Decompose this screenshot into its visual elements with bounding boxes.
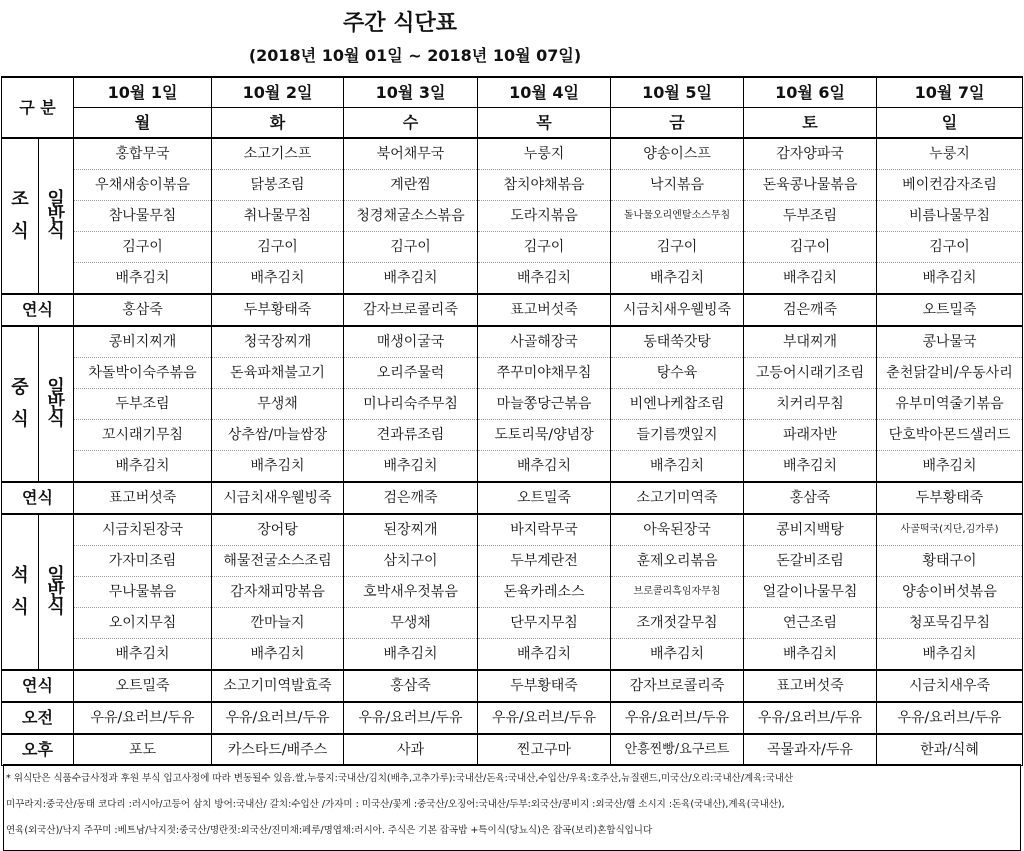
porridge-item: 시금치새우죽: [877, 670, 1023, 702]
menu-item: 무나물볶음: [74, 577, 212, 608]
porridge-item: 소고기미역발효죽: [212, 670, 344, 702]
page-title: 주간 식단표: [343, 11, 457, 36]
menu-item: 참나물무침: [74, 201, 212, 232]
dinner-row: [2, 546, 1023, 577]
menu-item: 된장찌개: [344, 514, 478, 546]
menu-item: 콩나물국: [877, 326, 1023, 358]
breakfast-row: [2, 232, 1023, 263]
menu-item: 콩비지백탕: [744, 514, 877, 546]
menu-item: 배추김치: [344, 263, 478, 295]
morning-snack-row: [2, 702, 1023, 734]
menu-item: 단호박아몬드샐러드: [877, 420, 1023, 451]
weekday-header: 토: [744, 108, 877, 139]
menu-item: 감자채피망볶음: [212, 577, 344, 608]
menu-item: 콩비지찌개: [74, 326, 212, 358]
menu-item: 청국장찌개: [212, 326, 344, 358]
footnote-line: * 위식단은 식품수급사정과 후원 부식 입고사정에 따라 변동될수 있음.쌀,누룽지:국내산/김치(배추,고추가루):국내산/돈육:국내산,수입산/우육:호주산,뉴질랜드,미국산/오리:국내산/계육:국내산: [6, 773, 794, 784]
lunch-row: [2, 451, 1023, 483]
menu-item: 탕수육: [611, 358, 744, 389]
menu-item: 김구이: [344, 232, 478, 263]
menu-item: 황태구이: [877, 546, 1023, 577]
snack-item: 우유/요러브/두유: [877, 702, 1023, 734]
menu-item: 배추김치: [212, 639, 344, 671]
menu-item: 무생채: [212, 389, 344, 420]
menu-item: 김구이: [744, 232, 877, 263]
menu-item: 파래자반: [744, 420, 877, 451]
menu-item: 배추김치: [344, 639, 478, 671]
lunch-porridge-row: [2, 482, 1023, 514]
snack-item: 한과/식혜: [877, 734, 1023, 766]
weekday-row: [2, 108, 1023, 139]
menu-item: 가자미조림: [74, 546, 212, 577]
menu-item: 비름나물무침: [877, 201, 1023, 232]
menu-item: 감자양파국: [744, 138, 877, 170]
date-header: 10월 4일: [478, 77, 611, 108]
snack-item: 우유/요러브/두유: [478, 702, 611, 734]
menu-item: 배추김치: [212, 263, 344, 295]
menu-item: 김구이: [478, 232, 611, 263]
porridge-item: 홍삼죽: [744, 482, 877, 514]
menu-item: 삼치구이: [344, 546, 478, 577]
menu-item: 배추김치: [344, 451, 478, 483]
weekly-menu-table: [1, 76, 1023, 766]
date-header: 10월 1일: [74, 77, 212, 108]
date-row: [2, 77, 1023, 108]
porridge-item: 감자브로콜리죽: [611, 670, 744, 702]
weekday-header: 수: [344, 108, 478, 139]
breakfast-row: [2, 263, 1023, 295]
dinner-label: 석 식: [2, 514, 39, 670]
menu-item: 닭봉조림: [212, 170, 344, 201]
menu-item: 부대찌개: [744, 326, 877, 358]
menu-item: 양송이스프: [611, 138, 744, 170]
menu-item: 베이컨감자조림: [877, 170, 1023, 201]
menu-item: 소고기스프: [212, 138, 344, 170]
menu-item: 낙지볶음: [611, 170, 744, 201]
porridge-item: 홍삼죽: [344, 670, 478, 702]
menu-item: 김구이: [611, 232, 744, 263]
porridge-item: 시금치새우웰빙죽: [212, 482, 344, 514]
breakfast-porridge-row: [2, 294, 1023, 326]
breakfast-row: [2, 138, 1023, 170]
menu-item: 배추김치: [877, 451, 1023, 483]
lunch-row: [2, 420, 1023, 451]
menu-item: 배추김치: [744, 451, 877, 483]
afternoon-snack-label: 오후: [2, 734, 74, 766]
general-diet-label: 일 반 식: [39, 138, 74, 294]
menu-item: 김구이: [877, 232, 1023, 263]
menu-item: 훈제오리볶음: [611, 546, 744, 577]
menu-item: 배추김치: [877, 263, 1023, 295]
menu-item: 깐마늘지: [212, 608, 344, 639]
footnote-line: 연육(외국산)/낙지 주꾸미 :베트남/낙지젓:중국산/명란젓:외국산/진미채:페루/명엽채:러시아. 주식은 기본 잡곡밥 +특이식(당뇨식)은 잡곡(보리)혼합식입니다: [6, 825, 653, 836]
menu-item: 홍합무국: [74, 138, 212, 170]
menu-item: 호박새우젓볶음: [344, 577, 478, 608]
snack-item: 카스타드/배주스: [212, 734, 344, 766]
dinner-row: [2, 514, 1023, 546]
footnote-line: 미꾸라지:중국산/동태 코다리 :러시아/고등어 삼치 방어:국내산/ 갈치:수입산 /가자미 : 미국산/꽃게 :중국산/오징어:국내산/두부:외국산/콩비지 :외국산/햄 소시지 :돈육(국내산),계육(국내산),: [6, 799, 785, 810]
menu-item: 두부조림: [744, 201, 877, 232]
menu-item: 무생채: [344, 608, 478, 639]
breakfast-label: 조 식: [2, 138, 39, 294]
category-header: 구 분: [2, 77, 74, 138]
menu-item: 돈육카레소스: [478, 577, 611, 608]
menu-item: 조개젓갈무침: [611, 608, 744, 639]
menu-item: 배추김치: [478, 451, 611, 483]
menu-item: 사골떡국(지단,김가루): [877, 514, 1023, 546]
snack-item: 안흥찐빵/요구르트: [611, 734, 744, 766]
menu-item: 매생이굴국: [344, 326, 478, 358]
menu-item: 배추김치: [74, 639, 212, 671]
porridge-item: 감자브로콜리죽: [344, 294, 478, 326]
snack-item: 우유/요러브/두유: [212, 702, 344, 734]
footnote: [3, 764, 1021, 851]
snack-item: 곡물과자/두유: [744, 734, 877, 766]
dinner-row: [2, 608, 1023, 639]
menu-item: 두부조림: [74, 389, 212, 420]
snack-item: 찐고구마: [478, 734, 611, 766]
menu-item: 단무지무침: [478, 608, 611, 639]
menu-item: 배추김치: [611, 451, 744, 483]
menu-item: 브로콜리흑임자무침: [611, 577, 744, 608]
menu-item: 청포묵김무침: [877, 608, 1023, 639]
snack-item: 포도: [74, 734, 212, 766]
porridge-item: 두부황태죽: [478, 670, 611, 702]
weekday-header: 목: [478, 108, 611, 139]
menu-item: 들기름깻잎지: [611, 420, 744, 451]
porridge-item: 오트밀죽: [74, 670, 212, 702]
porridge-item: 소고기미역죽: [611, 482, 744, 514]
menu-item: 배추김치: [74, 263, 212, 295]
porridge-label: 연식: [2, 294, 74, 326]
menu-item: 배추김치: [74, 451, 212, 483]
lunch-row: [2, 389, 1023, 420]
menu-item: 참치야채볶음: [478, 170, 611, 201]
date-header: 10월 6일: [744, 77, 877, 108]
menu-item: 동태쑥갓탕: [611, 326, 744, 358]
menu-item: 우채새송이볶음: [74, 170, 212, 201]
snack-item: 사과: [344, 734, 478, 766]
menu-item: 아욱된장국: [611, 514, 744, 546]
menu-item: 마늘쫑당근볶음: [478, 389, 611, 420]
porridge-item: 오트밀죽: [478, 482, 611, 514]
menu-item: 유부미역줄기볶음: [877, 389, 1023, 420]
menu-item: 장어탕: [212, 514, 344, 546]
porridge-label: 연식: [2, 670, 74, 702]
menu-item: 차돌박이숙주볶음: [74, 358, 212, 389]
menu-item: 돈육콩나물볶음: [744, 170, 877, 201]
menu-item: 북어채무국: [344, 138, 478, 170]
dinner-porridge-row: [2, 670, 1023, 702]
menu-item: 양송이버섯볶음: [877, 577, 1023, 608]
snack-item: 우유/요러브/두유: [744, 702, 877, 734]
menu-item: 연근조림: [744, 608, 877, 639]
dinner-row: [2, 639, 1023, 671]
date-header: 10월 7일: [877, 77, 1023, 108]
menu-item: 배추김치: [611, 639, 744, 671]
menu-item: 바지락무국: [478, 514, 611, 546]
menu-item: 배추김치: [744, 263, 877, 295]
porridge-item: 오트밀죽: [877, 294, 1023, 326]
menu-item: 두부계란전: [478, 546, 611, 577]
menu-item: 미나리숙주무침: [344, 389, 478, 420]
menu-item: 사골해장국: [478, 326, 611, 358]
menu-item: 오이지무침: [74, 608, 212, 639]
menu-item: 상추쌈/마늘쌈장: [212, 420, 344, 451]
menu-item: 춘천닭갈비/우동사리: [877, 358, 1023, 389]
lunch-label: 중 식: [2, 326, 39, 482]
porridge-item: 검은깨죽: [344, 482, 478, 514]
dinner-row: [2, 577, 1023, 608]
weekday-header: 일: [877, 108, 1023, 139]
snack-item: 우유/요러브/두유: [344, 702, 478, 734]
snack-item: 우유/요러브/두유: [74, 702, 212, 734]
general-diet-label: 일 반 식: [39, 514, 74, 670]
menu-item: 배추김치: [877, 639, 1023, 671]
lunch-row: [2, 326, 1023, 358]
weekday-header: 금: [611, 108, 744, 139]
menu-item: 비엔나케찹조림: [611, 389, 744, 420]
menu-item: 누룽지: [877, 138, 1023, 170]
porridge-item: 두부황태죽: [212, 294, 344, 326]
menu-item: 배추김치: [611, 263, 744, 295]
menu-item: 도토리묵/양념장: [478, 420, 611, 451]
porridge-item: 홍삼죽: [74, 294, 212, 326]
afternoon-snack-row: [2, 734, 1023, 766]
menu-item: 돈갈비조림: [744, 546, 877, 577]
menu-item: 김구이: [212, 232, 344, 263]
menu-item: 배추김치: [478, 263, 611, 295]
date-header: 10월 5일: [611, 77, 744, 108]
date-range: (2018년 10월 01일 ~ 2018년 10월 07일): [248, 46, 582, 65]
menu-item: 배추김치: [212, 451, 344, 483]
menu-item: 쭈꾸미야채무침: [478, 358, 611, 389]
weekday-header: 화: [212, 108, 344, 139]
weekday-header: 월: [74, 108, 212, 139]
date-header: 10월 2일: [212, 77, 344, 108]
menu-item: 시금치된장국: [74, 514, 212, 546]
porridge-label: 연식: [2, 482, 74, 514]
porridge-item: 시금치새우웰빙죽: [611, 294, 744, 326]
porridge-item: 표고버섯죽: [744, 670, 877, 702]
menu-item: 돈육파채불고기: [212, 358, 344, 389]
menu-item: 취나물무침: [212, 201, 344, 232]
general-diet-label: 일 반 식: [39, 326, 74, 482]
lunch-row: [2, 358, 1023, 389]
menu-item: 돌나물오리엔탈소스무침: [611, 201, 744, 232]
menu-item: 배추김치: [744, 639, 877, 671]
menu-item: 계란찜: [344, 170, 478, 201]
porridge-item: 검은깨죽: [744, 294, 877, 326]
breakfast-row: [2, 170, 1023, 201]
menu-item: 배추김치: [478, 639, 611, 671]
menu-item: 치커리무침: [744, 389, 877, 420]
menu-item: 얼갈이나물무침: [744, 577, 877, 608]
snack-item: 우유/요러브/두유: [611, 702, 744, 734]
menu-item: 김구이: [74, 232, 212, 263]
menu-item: 오리주물럭: [344, 358, 478, 389]
menu-item: 누룽지: [478, 138, 611, 170]
menu-item: 도라지볶음: [478, 201, 611, 232]
breakfast-row: [2, 201, 1023, 232]
porridge-item: 두부황태죽: [877, 482, 1023, 514]
porridge-item: 표고버섯죽: [74, 482, 212, 514]
porridge-item: 표고버섯죽: [478, 294, 611, 326]
menu-item: 견과류조림: [344, 420, 478, 451]
morning-snack-label: 오전: [2, 702, 74, 734]
menu-item: 청경채굴소스볶음: [344, 201, 478, 232]
menu-item: 고등어시래기조림: [744, 358, 877, 389]
menu-item: 꼬시래기무침: [74, 420, 212, 451]
date-header: 10월 3일: [344, 77, 478, 108]
menu-item: 해물전굴소스조림: [212, 546, 344, 577]
